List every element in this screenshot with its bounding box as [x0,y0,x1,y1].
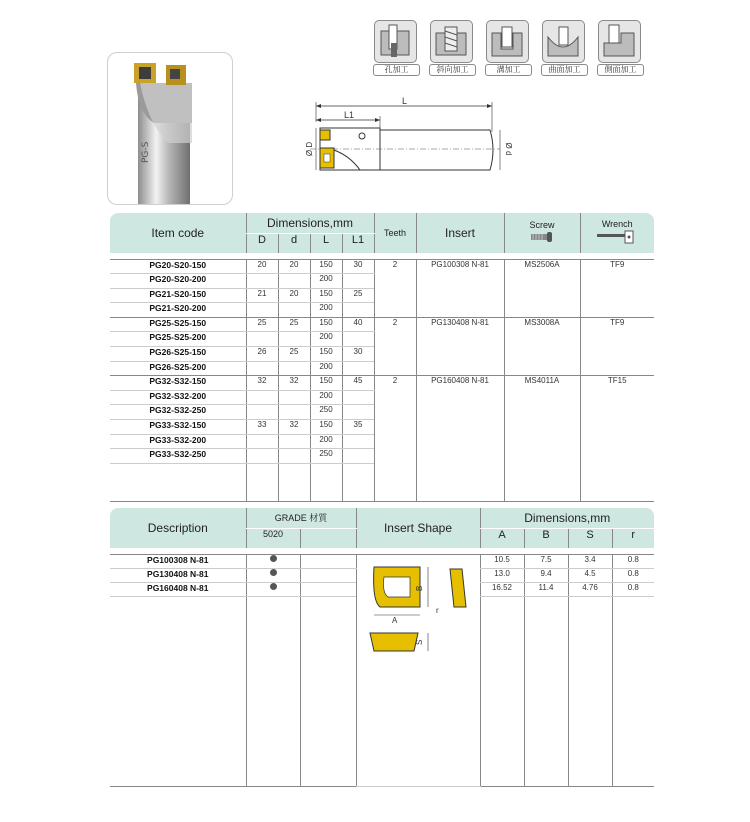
header-insert: Insert [416,213,504,253]
header-B: B [524,528,568,548]
dim-D-cell: 26 [246,347,278,362]
product-photo [107,52,233,205]
dim-L-cell: 150 [310,259,342,274]
dim-L-cell: 200 [310,274,342,289]
dim-L1-cell: 40 [342,317,374,332]
dim-L1-cell [342,434,374,449]
dim-L-cell: 150 [310,347,342,362]
dim-D-cell [246,303,278,318]
screw-cell: MS3008A [504,317,580,375]
dim-d-cell: 32 [278,376,310,391]
dim-D-cell: 32 [246,376,278,391]
item-code-cell: PG32-S32-250 [110,405,246,420]
end-mill-photo [108,53,232,204]
description-cell: PG130408 N-81 [110,568,246,582]
insert-cell: PG160408 N-81 [416,376,504,464]
dim-L-cell: 150 [310,376,342,391]
label-L1: L1 [344,110,355,120]
dim-D-cell [246,332,278,347]
dim-L1-cell [342,449,374,464]
process-label: 孔加工 [373,64,420,76]
grade-available-dot [270,569,277,576]
grade-empty-cell [300,554,356,568]
dim-d-cell [278,390,310,405]
process-label: 溝加工 [485,64,532,76]
header-D: D [246,233,278,253]
dim-L-cell: 250 [310,405,342,420]
dim-L-cell: 200 [310,332,342,347]
item-code-cell: PG32-S32-150 [110,376,246,391]
header-wrench [580,213,654,253]
item-code-cell: PG25-S25-200 [110,332,246,347]
dim-d-cell [278,405,310,420]
dim-L1-cell [342,390,374,405]
dim-D-cell [246,390,278,405]
teeth-cell: 2 [374,259,416,317]
header-grade: GRADE 材質 [246,508,356,528]
dim-L1-cell [342,274,374,289]
process-slot [486,20,529,73]
grade-available-dot [270,583,277,590]
screw-cell: MS4011A [504,376,580,464]
shape-label-B: B [415,585,424,591]
header-screw-label: Screw [529,220,555,230]
header-item-code: Item code [110,213,246,253]
insert-shape-drawing [358,561,478,671]
dim-D-cell [246,274,278,289]
ramping-icon [430,20,473,63]
dim-d-cell: 25 [278,347,310,362]
grade-empty-cell [300,568,356,582]
dim-d-cell [278,303,310,318]
wrench-cell: TF15 [580,376,654,464]
header-L1: L1 [342,233,374,253]
process-label: 曲面加工 [541,64,588,76]
table-row [110,554,654,568]
insert-shape-cell [356,554,480,786]
dim-S-cell: 4.76 [568,582,612,596]
slotting-icon [486,20,529,63]
shape-label-S: S [415,639,424,645]
side-milling-icon [598,20,641,63]
screw-cell: MS2506A [504,259,580,317]
header-dimensions: Dimensions,mm [246,213,374,233]
dim-L1-cell: 25 [342,288,374,303]
header-grade-5020: 5020 [246,528,300,548]
dim-D-cell [246,449,278,464]
item-code-cell: PG32-S32-200 [110,390,246,405]
dim-B-cell: 11.4 [524,582,568,596]
grade-available-dot [270,555,277,562]
dim-L1-cell [342,332,374,347]
dim-A-cell: 10.5 [480,554,524,568]
process-hole [374,20,417,73]
dim-L-cell: 200 [310,390,342,405]
dim-r-cell: 0.8 [612,582,654,596]
hole-machining-icon [374,20,417,63]
header-wrench-label: Wrench [601,219,633,229]
dim-L-cell: 150 [310,288,342,303]
item-code-cell: PG26-S25-200 [110,361,246,376]
dim-r-cell: 0.8 [612,568,654,582]
wrench-cell: TF9 [580,259,654,317]
table-row [110,259,654,274]
header-L: L [310,233,342,253]
dim-d-cell [278,332,310,347]
teeth-cell: 2 [374,317,416,375]
item-code-cell: PG25-S25-150 [110,317,246,332]
dim-L-cell: 200 [310,361,342,376]
dim-d-cell: 20 [278,288,310,303]
header-A: A [480,528,524,548]
dim-L-cell: 150 [310,317,342,332]
dim-r-cell: 0.8 [612,554,654,568]
process-contour [542,20,585,73]
table-row [110,317,654,332]
insert-spec-table [110,508,654,787]
label-L: L [402,96,408,106]
process-label: 斜向加工 [429,64,476,76]
dim-L1-cell: 30 [342,347,374,362]
dim-L-cell: 150 [310,420,342,435]
screw-icon [527,230,557,244]
item-code-cell: PG26-S25-150 [110,347,246,362]
process-ramp [430,20,473,73]
dim-d-cell [278,361,310,376]
dim-D-cell [246,361,278,376]
header-d: d [278,233,310,253]
svg-text:PG-S: PG-S [141,141,151,163]
label-D: Ø D [305,141,314,157]
dim-d-cell: 32 [278,420,310,435]
header-dimensions: Dimensions,mm [480,508,654,528]
process-side [598,20,641,73]
dim-D-cell [246,405,278,420]
dim-S-cell: 4.5 [568,568,612,582]
item-code-cell: PG20-S20-150 [110,259,246,274]
dim-L1-cell: 45 [342,376,374,391]
tool-spec-table [110,213,654,502]
header-screw [504,213,580,253]
dim-S-cell: 3.4 [568,554,612,568]
insert-cell: PG100308 N-81 [416,259,504,317]
grade-5020-cell [246,568,300,582]
description-cell: PG100308 N-81 [110,554,246,568]
item-code-cell: PG21-S20-200 [110,303,246,318]
header-insert-shape: Insert Shape [356,508,480,548]
item-code-cell: PG33-S32-250 [110,449,246,464]
dim-L1-cell: 30 [342,259,374,274]
dim-L-cell: 250 [310,449,342,464]
shape-label-r: r [436,605,439,615]
grade-empty-cell [300,582,356,596]
dim-B-cell: 9.4 [524,568,568,582]
dim-D-cell [246,434,278,449]
contour-icon [542,20,585,63]
label-d: Ø d [504,142,513,156]
wrench-cell: TF9 [580,317,654,375]
tool-dimension-diagram [300,92,525,182]
dim-D-cell: 33 [246,420,278,435]
dim-d-cell [278,449,310,464]
dim-D-cell: 21 [246,288,278,303]
dim-L-cell: 200 [310,303,342,318]
item-code-cell: PG33-S32-200 [110,434,246,449]
dim-L1-cell [342,405,374,420]
dim-d-cell: 20 [278,259,310,274]
dim-L1-cell [342,303,374,318]
grade-5020-cell [246,582,300,596]
header-S: S [568,528,612,548]
header-description: Description [110,508,246,548]
dim-A-cell: 16.52 [480,582,524,596]
process-label: 側面加工 [597,64,644,76]
insert-cell: PG130408 N-81 [416,317,504,375]
item-code-cell: PG21-S20-150 [110,288,246,303]
grade-5020-cell [246,554,300,568]
dim-L-cell: 200 [310,434,342,449]
dim-B-cell: 7.5 [524,554,568,568]
item-code-cell: PG33-S32-150 [110,420,246,435]
shape-label-A: A [392,615,398,625]
dim-L1-cell [342,361,374,376]
dim-A-cell: 13.0 [480,568,524,582]
dim-d-cell [278,434,310,449]
dim-D-cell: 25 [246,317,278,332]
header-r: r [612,528,654,548]
description-cell: PG160408 N-81 [110,582,246,596]
header-teeth: Teeth [374,213,416,253]
dim-d-cell: 25 [278,317,310,332]
wrench-icon [595,229,639,245]
dim-d-cell [278,274,310,289]
dim-D-cell: 20 [246,259,278,274]
table-row [110,376,654,391]
dim-L1-cell: 35 [342,420,374,435]
item-code-cell: PG20-S20-200 [110,274,246,289]
teeth-cell: 2 [374,376,416,464]
table-filler [110,463,654,501]
